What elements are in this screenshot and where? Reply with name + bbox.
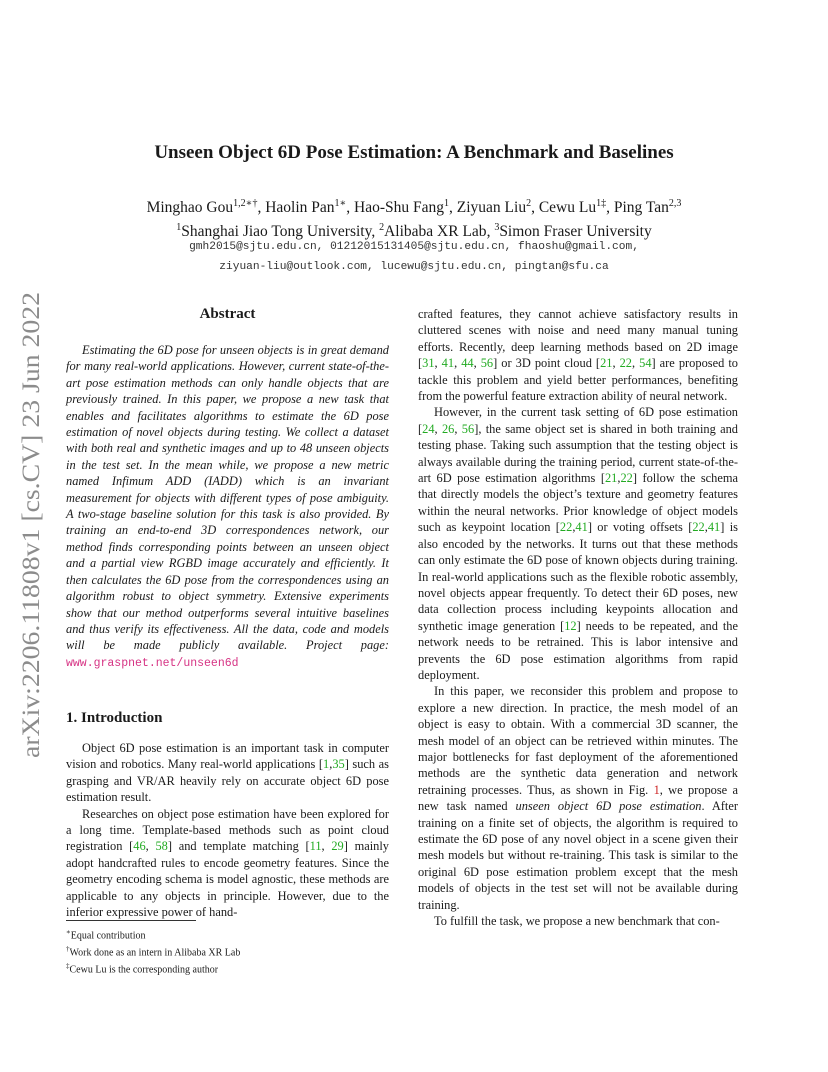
abstract-body	[66, 342, 389, 672]
citation-link[interactable]: 41	[441, 356, 455, 371]
intro-paragraph-1	[66, 740, 389, 806]
section-heading-introduction: 1. Introduction	[66, 710, 163, 726]
citation-link[interactable]: 22	[619, 356, 632, 371]
citation-link[interactable]: 56	[480, 356, 494, 371]
intro-left-column	[66, 740, 389, 920]
citation-link[interactable]: 11	[309, 839, 322, 854]
body-text: ,	[329, 757, 333, 772]
body-text: In this paper, we reconsider this problem and propose to explore a new direction. In practice, the mesh model of an object is easy to obtain. With a commercial 3D scanner, the mesh model of an object can be retrieved within minutes. The major bottlenecks for fast deployment of the aforementioned methods are the synthetic data generation and network retraining processes. Thus, as shown in Fig.	[418, 684, 738, 797]
abstract-heading: Abstract	[199, 306, 256, 322]
body-text: ] are proposed to tackle this problem and yield better performances, benefiting from the powerful feature extraction ability of neural network.	[418, 356, 738, 404]
footnote	[66, 926, 240, 943]
author-affiliation-mark: 2,3	[668, 198, 682, 209]
body-text: ,	[434, 356, 442, 371]
body-text: ], the same object set is shared in both training and testing phase. Taking such assumption that the testing object is always available during the training period, current state-of-the-art 6D pose estimation algorithms [	[418, 421, 738, 486]
author-affiliation-mark: 2	[526, 198, 532, 209]
citation-link[interactable]: 54	[639, 356, 652, 371]
affiliation-mark: 3	[494, 222, 500, 234]
citation-link[interactable]: 46	[133, 839, 146, 854]
footnotes	[66, 926, 240, 976]
author-name: Cewu Lu	[538, 199, 597, 217]
footnote-text: Cewu Lu is the corresponding author	[69, 963, 219, 975]
paper-title: Unseen Object 6D Pose Estimation: A Benchmark and Baselines	[154, 142, 674, 163]
right-paragraph-4	[418, 913, 738, 929]
footnote	[66, 943, 240, 960]
citation-link[interactable]: 22	[559, 520, 573, 535]
author-affiliation-mark: 1,2∗†	[233, 198, 258, 209]
footnote-divider	[66, 920, 196, 921]
abstract-text: Estimating the 6D pose for unseen objects is in great demand for many real-world applications. However, current state-of-the-art pose estimation methods can only handle objects that are previously trained. In this paper, we propose a new task that enables and facilitates algorithms to estimate the 6D pose estimation of novel objects during testing. We collect a dataset with both real and synthetic images and up to 48 unseen objects in the test set. In the mean while, we propose a new metric named Infimum ADD (IADD) which is an invariant measurement for objects with different types of pose ambiguity. A two-stage baseline solution for this task is also provided. By training an end-to-end 3D correspondences network, our method finds corresponding points between an unseen object and a partial view RGBD image accurately and efficiently. It then calculates the 6D pose from the correspondences using an algorithm robust to object symmetry. Extensive experiments show that our method outperforms several intuitive baselines and thus verify its effectiveness. All the data, code and models will be made publicly available. Project page:	[66, 343, 389, 653]
footnote-mark: ∗	[66, 928, 71, 936]
affiliation-name: Simon Fraser University	[499, 223, 652, 241]
body-text: crafted features, they cannot achieve satisfactory results in cluttered scenes with noise and need many manual tuning efforts. Recently, deep learning methods based on 2D image [	[418, 307, 738, 371]
citation-link[interactable]: 26	[441, 421, 455, 436]
body-text: ,	[434, 421, 442, 436]
citation-link[interactable]: 29	[331, 839, 344, 854]
body-text: ,	[704, 520, 708, 535]
body-text: ] and template matching [	[167, 839, 310, 854]
citation-link[interactable]: 24	[422, 421, 435, 436]
body-text: ,	[473, 356, 481, 371]
body-text: ] or 3D point cloud [	[493, 356, 601, 371]
citation-link[interactable]: 21	[600, 356, 613, 371]
author-affiliation-mark: 1∗	[334, 198, 347, 209]
citation-link[interactable]: 58	[155, 839, 168, 854]
citation-link[interactable]: 41	[707, 520, 721, 535]
emphasis-text: unseen object 6D pose estimation	[515, 799, 702, 814]
author-list: Minghao Gou$^{1,2∗\dagger}$, Haolin Pan$^{1∗}$, Hao-Shu Fang$^1$, Ziyuan Liu$^2$, Cewu $Lu^{1\ddagger}$, Ping Tan$^{2,3}$	[146, 198, 682, 217]
affiliation-name: Shanghai Jiao Tong University	[181, 223, 372, 241]
author-name: Ping Tan	[613, 199, 669, 217]
affiliation-list: $^1$Shanghai Jiao Tong University, $^2$Alibaba XR Lab, $^3$Simon Fraser University	[176, 222, 652, 241]
citation-link[interactable]: 31	[422, 356, 435, 371]
footnote-mark: †	[66, 944, 70, 953]
citation-link[interactable]: 41	[575, 520, 588, 535]
author-name: Hao-Shu Fang	[354, 199, 445, 217]
body-text: ,	[617, 471, 621, 486]
body-text: Object 6D pose estimation is an important task in computer vision and robotics. Many real-world applications [	[66, 741, 389, 772]
body-text: However, in the current task setting of 6D pose estimation [	[418, 405, 738, 436]
email-block	[0, 237, 828, 277]
footnote-mark: ‡	[66, 961, 70, 970]
body-text: ,	[321, 839, 332, 854]
affiliation-mark: 2	[379, 222, 385, 234]
right-paragraph-1	[418, 306, 738, 404]
author-name: Ziyuan Liu	[456, 199, 527, 217]
body-text: ] such as grasping and VR/AR heavily rely on accurate object 6D pose estimation result.	[66, 757, 389, 805]
footnote-text: Equal contribution	[70, 930, 146, 942]
body-text: ,	[145, 839, 156, 854]
body-text: ,	[572, 520, 576, 535]
intro-paragraph-2	[66, 806, 389, 921]
citation-link[interactable]: 12	[564, 618, 577, 633]
citation-link[interactable]: 44	[461, 356, 474, 371]
author-block	[0, 194, 828, 242]
arxiv-identifier: arXiv:2206.11808v1 [cs.CV] 23 Jun 2022	[18, 338, 45, 758]
body-text: To fulfill the task, we propose a new benchmark that con-	[434, 914, 720, 929]
body-text: ] is also encoded by the networks. It turns out that these methods can only estimate the 6D pose of known objects during training. In real-world applications such as the flexible robotic assembly, novel objects appear frequently. To detect their 6D poses, new data collection process including keypoints allocation and synthetic image generation [	[418, 520, 738, 633]
arxiv-sidebar-stamp	[10, 290, 50, 760]
email-line-1: gmh2015@sjtu.edu.cn, 01212015131405@sjtu.edu.cn, fhaoshu@gmail.com,	[189, 241, 639, 253]
citation-link[interactable]: 1	[323, 757, 330, 772]
citation-link[interactable]: 22	[692, 520, 705, 535]
citation-link[interactable]: 22	[620, 471, 633, 486]
body-text: ] or voting offsets [	[587, 520, 693, 535]
body-text: ,	[631, 356, 640, 371]
affiliation-name: Alibaba XR Lab	[384, 223, 487, 241]
body-text: ,	[612, 356, 620, 371]
body-text: ] follow the schema that directly models the object’s texture and geometry features within the neural networks. Prior knowledge of object models such as keypoint location [	[418, 471, 738, 535]
body-text: ] needs to be repeated, and the network needs to be retrained. This is labor intensive and prevents the 6D pose estimation algorithms from rapid deployment.	[418, 618, 738, 682]
body-text: . After training on a finite set of objects, the algorithm is required to estimate the 6D pose of any novel object in a scene given their mesh models but without re-training. This task is similar to the original 6D pose estimation problem except that the mesh models of objects in the test set will not be available during training.	[418, 799, 738, 912]
body-text: ,	[454, 421, 462, 436]
author-name: Minghao Gou	[146, 199, 234, 217]
body-text: Researches on object pose estimation have been explored for a long time. Template-based methods such as point cloud registration [	[66, 806, 389, 854]
footnote-text: Work done as an intern in Alibaba XR Lab	[69, 947, 241, 959]
affiliation-mark: 1	[176, 222, 182, 234]
citation-link[interactable]: 35	[332, 757, 345, 772]
author-affiliation-mark: 1‡	[596, 198, 607, 209]
footnote	[66, 960, 240, 977]
author-name: Haolin Pan	[265, 199, 335, 217]
author-affiliation-mark: 1	[444, 198, 450, 209]
right-column	[418, 306, 738, 929]
body-text: ] mainly adopt handcrafted rules to encode geometry features. Since the geometry encoding schema is model agnostic, these methods are applicable to any objects in principle. However, due to the inferior expressive power of hand-	[66, 839, 389, 920]
citation-link[interactable]: 21	[604, 471, 618, 486]
email-line-2: ziyuan-liu@outlook.com, lucewu@sjtu.edu.cn, pingtan@sfu.ca	[219, 261, 609, 273]
body-text: ,	[454, 356, 462, 371]
citation-link[interactable]: 56	[461, 421, 475, 436]
right-paragraph-2	[418, 404, 738, 683]
right-paragraph-3	[418, 683, 738, 913]
body-text: , we propose a new task named	[418, 782, 738, 814]
project-page-link[interactable]: www.graspnet.net/unseen6d	[66, 656, 239, 670]
figure-reference-link[interactable]: 1	[653, 782, 660, 797]
